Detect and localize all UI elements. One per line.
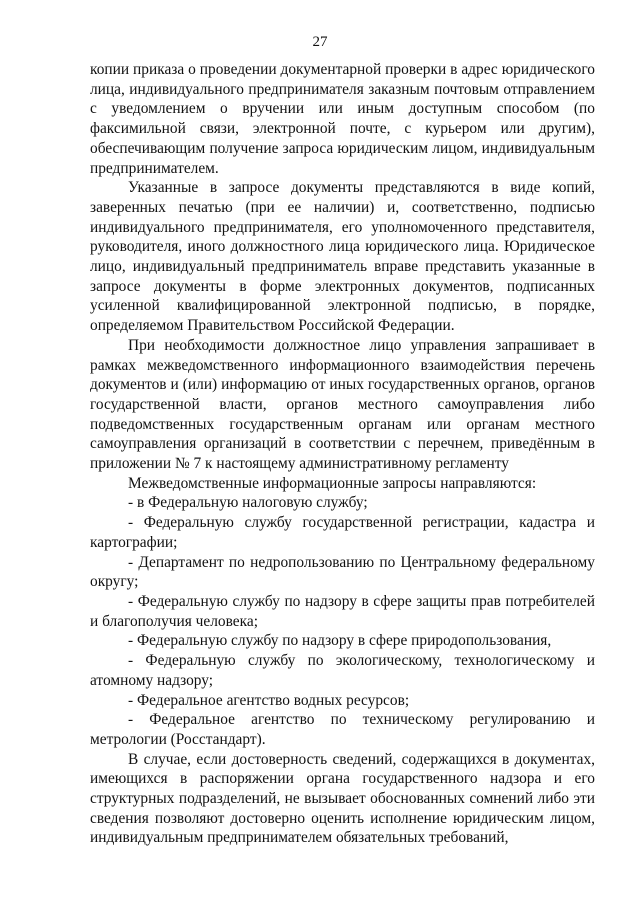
page-number: 27 bbox=[312, 34, 328, 50]
page-body bbox=[90, 60, 595, 848]
list-item: - Федеральную службу по надзору в сфере природопользования, bbox=[128, 632, 552, 650]
list-item: - Федеральную службу по надзору в сфере защиты прав потребителей и благополучия человека; bbox=[90, 592, 595, 630]
list-item: - в Федеральную налоговую службу; bbox=[128, 494, 368, 512]
list-item: - Федеральное агентство по техническому регулированию и метрологии (Росстандарт). bbox=[90, 711, 595, 748]
paragraph-documents-copies: Указанные в запросе документы представляются в виде копий, заверенных печатью (при ее наличии) и, соответственно, подписью индивидуального предпринимателя, его уполномоченного представителя, руководителя, иного должностного лица юридического лица. Юридическое лицо, индивидуальный предприниматель вправе представить указанные в запросе документы в форме электронных документов, подписанных усиленной квалифицированной электронной подписью, в порядке, определяемом Правительством Российской Федерации. bbox=[90, 179, 595, 335]
paragraph-interagency-request: При необходимости должностное лицо управления запрашивает в рамках межведомственного информационного взаимодействия перечень документов и (или) информацию от иных государственных органов, органов государственной власти, органов местного самоуправления либо подведомственных государственным органам или органам местного самоуправления организаций в соответствии с перечнем, приведённым в приложении № 7 к настоящему административному регламенту bbox=[90, 336, 595, 473]
list-item: - Федеральную службу государственной регистрации, кадастра и картографии; bbox=[90, 514, 595, 551]
list-item: - Федеральную службу по экологическому, технологическому и атомному надзору; bbox=[90, 652, 595, 689]
paragraph-continued: копии приказа о проведении документарной проверки в адрес юридического лица, индивидуального предпринимателя заказным почтовым отправлением с уведомлением о вручении или иным доступным способом (по факсимильной связи, электронной почте, с курьером или другим), обеспечивающим получение запроса юридическим лицом, индивидуальным предпринимателем. bbox=[90, 61, 595, 177]
list-intro: Межведомственные информационные запросы направляются: bbox=[128, 474, 537, 492]
paragraph-reliability: В случае, если достоверность сведений, содержащихся в документах, имеющихся в распоряжении органа государственного надзора и его структурных подразделений, не вызывает обоснованных сомнений либо эти сведения позволяют достоверно оценить исполнение юридическим лицом, индивидуальным предпринимателем обязательных требований, bbox=[90, 750, 595, 847]
list-item: - Федеральное агентство водных ресурсов; bbox=[128, 691, 410, 709]
list-item: - Департамент по недропользованию по Центральному федеральному округу; bbox=[90, 553, 595, 591]
